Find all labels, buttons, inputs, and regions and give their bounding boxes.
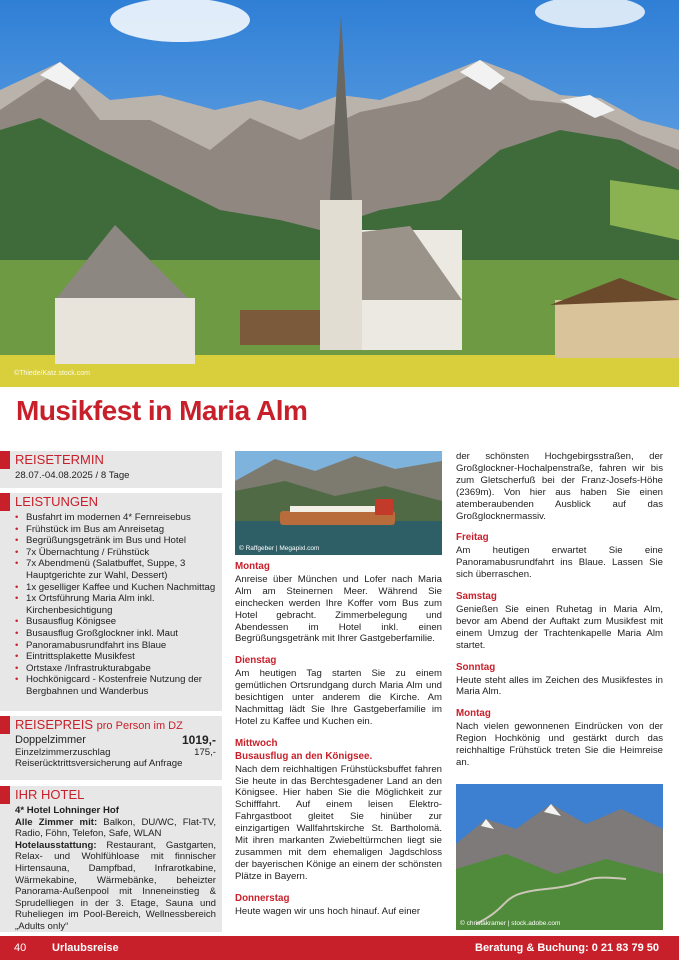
price-row-double [15, 735, 216, 747]
day-heading: Sonntag [456, 661, 496, 673]
day-heading: Dienstag [235, 655, 277, 667]
price-label: Doppelzimmer [15, 734, 86, 746]
grossglockner-photo [456, 784, 663, 930]
footer-brand: Urlaubsreise [52, 942, 119, 954]
reisetermin-box [0, 451, 222, 488]
hotel-name: 4* Hotel Lohninger Hof [15, 805, 119, 816]
leistungen-item: • Frühstück im Bus am Anreisetag [15, 524, 216, 536]
day-text: Heute steht alles im Zeichen des Musikfestes in Maria Alm. [456, 674, 663, 698]
hotel-box [0, 786, 222, 932]
day-text: Nach vielen gewonnenen Eindrücken von der Region Hochkönig und gestärkt durch das reichhaltige Frühstück treten Sie die Heimreise an. [456, 721, 663, 768]
leistungen-item: • Begrüßungsgetränk im Bus und Hotel [15, 535, 216, 547]
leistungen-item: • Ortstaxe /Infrastrukturabgabe [15, 663, 216, 675]
day-text: Heute wagen wir uns hoch hinauf. Auf einer [235, 905, 421, 917]
price-label: Einzelzimmerzuschlag [15, 746, 111, 758]
koenigsee-photo [235, 451, 442, 555]
leistungen-item: • Hochkönigcard - Kostenfreie Nutzung der Bergbahnen und Wanderbus [15, 674, 216, 697]
hotel-equipment-label: Hotelausstattung: [15, 839, 97, 851]
day-text: Nach dem reichhaltigen Frühstücksbuffet fahren Sie heute in das Berchtesgadener Land an den Königsee. Hier haben Sie die Möglichkeit zur Schifffahrt. Auf einem leisen Elektro-Fahrgastboot gleitet Sie hinüber zur einzigartigen Wallfahrtskirche St. Bartholomä. Mit ihren markanten Zwiebeltürmchen liegt sie zusammen mit dem ehemaligen Jagdschloss der bayerischen Könige an einem der schönsten Plätze in Bayern. [235, 763, 442, 882]
insurance-note: Reiserücktrittsversicherung auf Anfrage [15, 758, 183, 770]
price-value: 175,- [194, 746, 216, 758]
leistungen-item: • Busausflug Großglockner inkl. Maut [15, 628, 216, 640]
page-title: Musikfest in Maria Alm [16, 395, 308, 426]
day-text: Am heutigen erwartet Sie eine Panoramabusrundfahrt ins Blaue. Lassen Sie sich überraschen. [456, 545, 663, 581]
photo-credit: © christakramer | stock.adobe.com [460, 920, 561, 927]
day-heading: Freitag [456, 532, 489, 544]
day-text: Anreise über München und Lofer nach Maria Alm am Steinernen Meer. Während Sie einchecken werden Ihre Koffer vom Bus zum Hotel gebracht. Zimmerbelegung und Abendessen im Hotel inkl. einen Begrüßungsgetränk mit Ihrer Gastgeberfamilie. [235, 573, 442, 645]
leistungen-item: • Busfahrt im modernen 4* Fernreisebus [15, 512, 216, 524]
hotel-rooms-label: Alle Zimmer mit: [15, 816, 98, 828]
reisepreis-box [0, 716, 222, 780]
leistungen-heading: LEISTUNGEN [0, 493, 222, 511]
day-heading: Montag [235, 561, 270, 572]
leistungen-box [0, 493, 222, 711]
leistungen-item: • Busausflug Königsee [15, 616, 216, 628]
hero-photo-credit: ©Thiede/Katz.stock.com [14, 370, 90, 377]
day-subtitle: Busausflug an den Königsee. [235, 750, 373, 762]
leistungen-item: • 1x Ortsführung Maria Alm inkl. Kirchenbesichtigung [15, 593, 216, 616]
page-number: 40 [14, 942, 27, 954]
day-text: Genießen Sie einen Ruhetag in Maria Alm, bevor am Abend der Auftakt zum Musikfest mit einem Umzug der Trachtenkapelle Maria Alm startet. [456, 603, 663, 651]
hero-photo [0, 0, 679, 387]
reisepreis-heading [0, 716, 222, 734]
leistungen-item: • Eintrittsplakette Musikfest [15, 651, 216, 663]
leistungen-item: • Panoramabusrundfahrt ins Blaue [15, 640, 216, 652]
footer-contact: Beratung & Buchung: 0 21 83 79 50 [475, 942, 659, 954]
itinerary-right [456, 451, 663, 769]
price-row-single [15, 747, 216, 759]
day-heading: Mittwoch [235, 737, 278, 749]
day-heading: Donnerstag [235, 892, 290, 904]
hotel-equipment-text: Restaurant, Gastgarten, Relax- und Wohlfühloase mit finnischer Hirtensauna, Dampfbad, Infrarotkabine, Wärmekabine, Wärmebänke, beheizter Panorama-Außenpool mit Inneneinstieg & Sprudelliegen in der 3. Etage, Sauna und Ruheliegen im Pool-Bereich, Wellnessbereich „Adults only“ [15, 839, 217, 932]
leistungen-list [15, 512, 216, 698]
day-heading: Montag [456, 708, 491, 720]
day-text: Am heutigen Tag starten Sie zu einem gemütlichen Ortsrundgang durch Maria Alm und besichtigen unter anderem die Kirche. Am Nachmittag lädt Sie Ihre Gastgeberfamilie im Hotel zu Kaffee und Kuchen ein. [235, 668, 442, 727]
reisetermin-heading: REISETERMIN [0, 451, 222, 469]
reisepreis-title: REISEPREIS [15, 717, 94, 732]
itinerary-middle [235, 561, 442, 917]
reisepreis-subtitle: pro Person im DZ [96, 720, 183, 732]
leistungen-item: • 7x Übernachtung / Frühstück [15, 547, 216, 559]
footer-bar [0, 936, 679, 960]
leistungen-item: • 7x Abendmenü (Salatbuffet, Suppe, 3 Hauptgerichte zur Wahl, Dessert) [15, 558, 216, 581]
photo-credit: © Raffgeber | Megapixl.com [239, 545, 320, 552]
day-text: der schönsten Hochgebirgsstraßen, der Großglockner-Hochalpenstraße, fahren wir bis zum Gletscherfuß bei der Franz-Josefs-Höhe (2369m). Von hier aus haben Sie einen atemberaubenden Ausblick auf das Großglocknermassiv. [456, 451, 663, 522]
hotel-heading: IHR HOTEL [0, 786, 222, 804]
hotel-rooms-text: Balkon, DU/WC, Flat-TV, Radio, Föhn, Telefon, Safe, WLAN [15, 816, 216, 840]
price-value: 1019,- [181, 733, 216, 747]
day-heading: Samstag [456, 591, 497, 603]
reisetermin-value: 28.07.-04.08.2025 / 8 Tage [15, 470, 130, 481]
leistungen-item: • 1x geselliger Kaffee und Kuchen Nachmittag [15, 582, 216, 594]
